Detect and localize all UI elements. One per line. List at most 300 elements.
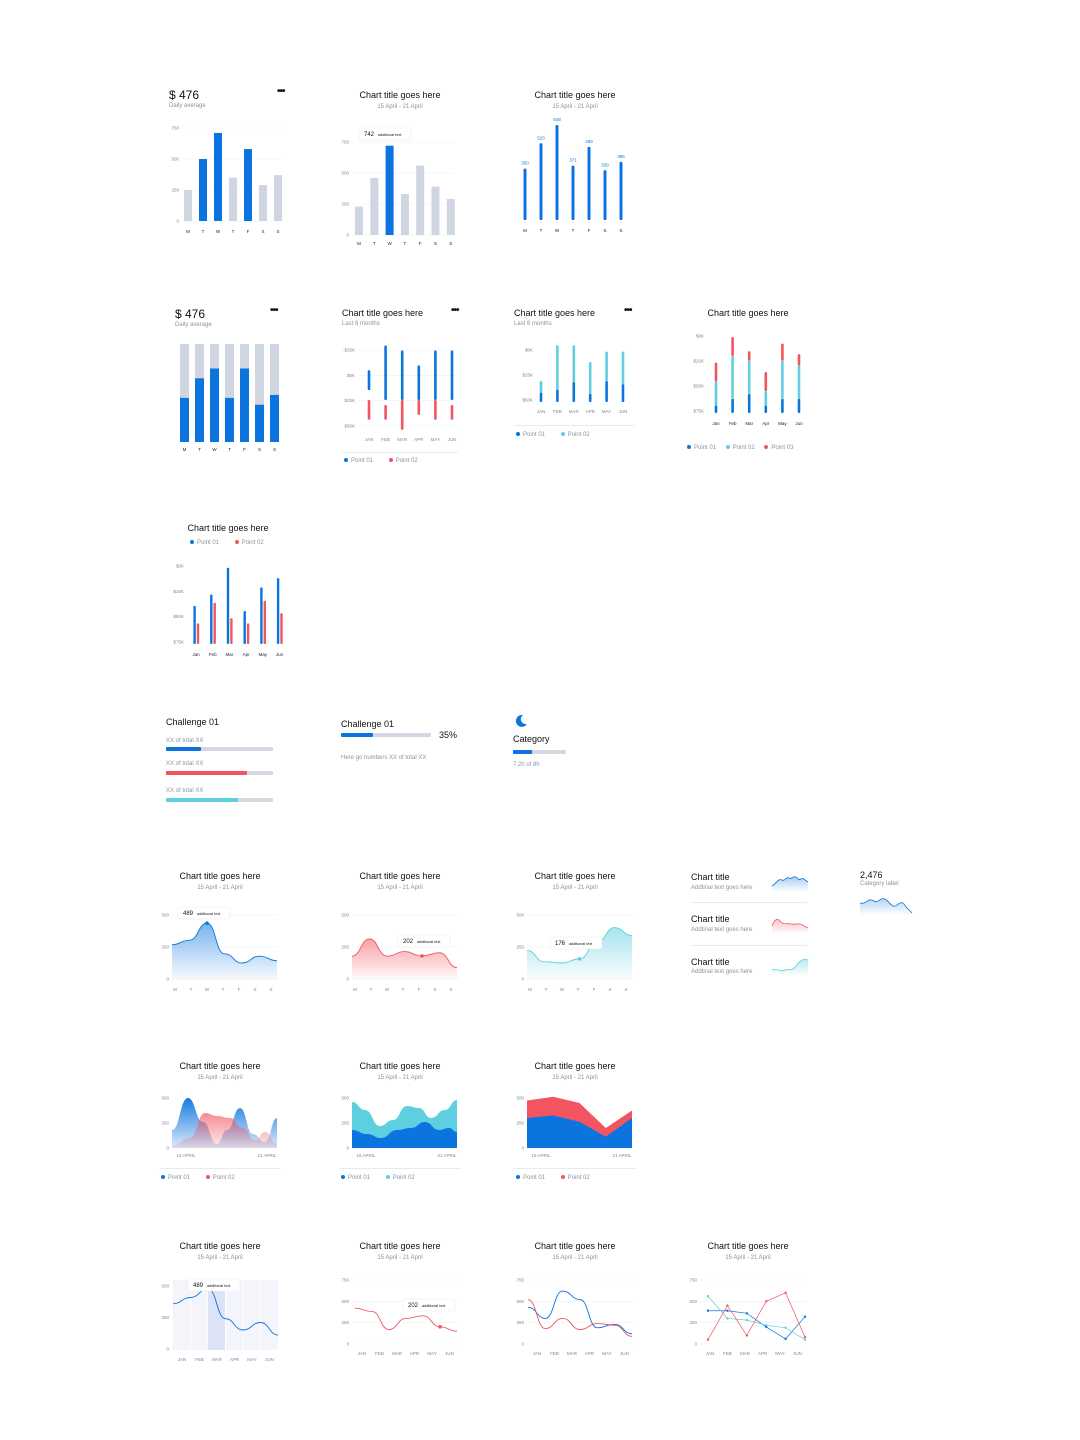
area-chart-blue <box>155 868 285 998</box>
bar-point-01 <box>434 351 437 401</box>
data-label: 648 <box>553 116 561 122</box>
x-tick-label: JAN <box>177 1357 187 1362</box>
stacked-bar-card-three <box>683 305 813 460</box>
bar-point-01 <box>540 393 543 402</box>
bar-point-01 <box>451 351 454 401</box>
bar-point-01 <box>401 351 404 401</box>
bar-point-01 <box>227 568 229 644</box>
area-chart-card-blue <box>155 868 285 998</box>
data-label: 339 <box>601 162 609 168</box>
bar-point-02 <box>280 613 282 644</box>
legend-item-point-01 <box>516 1175 545 1181</box>
y-tick-label: 250 <box>516 1120 524 1126</box>
x-tick-label: JAN <box>357 1351 367 1356</box>
divider <box>159 1168 281 1169</box>
x-tick-label: MAY <box>427 1351 437 1356</box>
legend-dot-blue <box>516 1175 520 1179</box>
bar <box>184 190 192 221</box>
mini-chart-list <box>688 868 813 983</box>
y-tick-label: 250 <box>161 944 169 950</box>
bar-point-01 <box>589 394 592 402</box>
line-chart-blue <box>155 1238 285 1368</box>
stacked-bar-chart-teal <box>510 305 640 425</box>
bar <box>386 146 394 235</box>
y-tick-label: 0 <box>521 976 524 982</box>
bar-value <box>270 395 279 442</box>
tooltip-text: additional text <box>207 1284 231 1288</box>
category-sleep-card <box>512 713 582 773</box>
x-tick-label: JUN <box>265 1357 274 1362</box>
line-point <box>746 1312 748 1314</box>
y-tick-label: 500 <box>341 1095 349 1101</box>
highlight-point <box>420 954 424 958</box>
progress-fill <box>166 771 247 775</box>
bar-point-01 <box>556 389 559 402</box>
legend-dot-teal <box>386 1175 390 1179</box>
bar-value <box>210 369 219 443</box>
legend-label: Point 02 <box>241 540 264 546</box>
bar-point-02 <box>247 623 249 644</box>
bar-value <box>180 398 189 442</box>
x-tick-label: APR <box>414 437 424 442</box>
area-chart-stacked-red <box>510 1058 640 1168</box>
tooltip-value: 202 <box>403 939 414 946</box>
chart-legend <box>341 1175 429 1181</box>
legend-dot-red <box>764 445 768 449</box>
line-chart-red <box>335 1238 465 1368</box>
moon-icon <box>514 714 528 728</box>
bar-point-03 <box>798 354 801 365</box>
bar-point-01 <box>260 587 262 644</box>
bar-chart-card-labels <box>510 85 640 245</box>
progress-percent: 35% <box>439 730 458 740</box>
chart-subtitle: 15 April - 21 April <box>377 104 423 110</box>
bar-point-01 <box>605 381 608 402</box>
bar-point-01 <box>765 405 768 413</box>
divider <box>514 425 634 426</box>
bar <box>214 133 222 221</box>
progress-note: Here go numbers XX of total XX <box>341 755 427 761</box>
chart-legend <box>687 445 793 451</box>
chart-title: Chart title goes here <box>359 90 441 100</box>
more-menu-icon[interactable]: ••• <box>277 86 285 97</box>
x-tick-label: MAY <box>601 409 612 414</box>
stacked-bar-card-teal <box>510 305 640 445</box>
legend-label: Point 02 <box>395 458 418 464</box>
x-tick-label: May <box>258 652 268 657</box>
x-tick-label: T <box>401 987 405 992</box>
x-tick-label: T <box>201 229 205 234</box>
line-point <box>746 1334 748 1336</box>
chart-title: Chart title goes here <box>359 1241 441 1251</box>
area-chart-stacked-teal <box>335 1058 465 1168</box>
bar-value <box>195 378 204 442</box>
x-tick-label: M <box>353 987 357 992</box>
bar-value <box>225 398 234 442</box>
y-tick-label: 500 <box>161 912 169 918</box>
tooltip-text: additional text <box>378 133 402 137</box>
y-tick-label: $25K <box>344 398 355 404</box>
x-tick-label: FEB <box>723 1351 732 1356</box>
area-chart-teal <box>510 868 640 998</box>
bar <box>416 166 424 235</box>
line-point <box>765 1300 767 1302</box>
x-tick-label: S <box>257 447 262 452</box>
area-stacked-card-teal <box>335 1058 465 1188</box>
line-point <box>726 1310 728 1312</box>
x-tick-label: W <box>559 987 565 992</box>
y-tick-label: 0 <box>521 1341 524 1347</box>
area-stacked-card-red <box>510 1058 640 1188</box>
y-tick-label: 500 <box>516 1298 524 1304</box>
bar-point-02 <box>264 601 266 644</box>
y-tick-label: 0 <box>176 218 179 224</box>
area-overlap-card <box>155 1058 285 1188</box>
x-tick-label: APR <box>757 1351 768 1356</box>
chart-subtitle: 15 April - 21 April <box>197 885 243 891</box>
bar-point-02 <box>197 623 199 644</box>
bar-point-01 <box>573 382 576 402</box>
x-tick-label: JUN <box>620 1351 629 1356</box>
bar <box>355 206 363 235</box>
bar-value <box>240 369 249 443</box>
area-fill <box>172 923 277 979</box>
tooltip-value: 202 <box>408 1303 419 1310</box>
x-tick-label: APR <box>584 1351 595 1356</box>
bar <box>199 159 207 221</box>
legend-item-point-01 <box>516 432 545 438</box>
bar-point-02 <box>540 381 543 393</box>
x-tick-label: MAY <box>247 1357 257 1362</box>
divider <box>691 902 807 903</box>
bar-point-02 <box>622 352 625 385</box>
tooltip-text: additional text <box>569 942 593 946</box>
progress-bar-3 <box>166 798 273 802</box>
y-tick-label: 500 <box>516 1095 524 1101</box>
y-tick-label: 250 <box>516 944 524 950</box>
sparkline-red <box>772 914 808 934</box>
chart-title: Chart title goes here <box>179 1061 261 1071</box>
chart-title: Chart title goes here <box>179 1241 261 1251</box>
x-tick-label: MAR <box>212 1357 222 1362</box>
line-point <box>804 1315 806 1317</box>
legend-item-point-02 <box>561 432 590 438</box>
chart-legend <box>161 1175 249 1181</box>
more-menu-icon[interactable]: ••• <box>451 305 459 316</box>
x-tick-label: FEB <box>553 409 562 414</box>
y-tick-label: 500 <box>689 1298 697 1304</box>
stat-value: 2,476 <box>860 870 883 880</box>
tooltip-value: 489 <box>193 1283 204 1290</box>
bar-point-03 <box>765 372 768 391</box>
legend-item-point-01 <box>161 1175 190 1181</box>
chart-legend <box>344 458 432 464</box>
bar-point-01 <box>244 611 246 644</box>
y-tick-label: 0 <box>346 1341 349 1347</box>
x-tick-label: T <box>571 228 575 233</box>
y-tick-label: 0 <box>521 1145 524 1151</box>
x-tick-label: Apr <box>242 652 250 657</box>
chart-title: Chart title goes here <box>534 1241 616 1251</box>
x-tick-label: S <box>449 241 453 246</box>
chart-title: Chart title goes here <box>534 1061 616 1071</box>
chart-title: Chart title goes here <box>359 871 441 881</box>
chart-title: Chart title goes here <box>534 90 616 100</box>
y-tick-label: $0K <box>346 372 355 378</box>
y-tick-label: $75K <box>173 639 184 645</box>
x-tick-label: Feb <box>208 652 217 657</box>
challenge-percent-card <box>340 717 465 767</box>
chart-subtitle: 15 April - 21 April <box>552 1255 598 1261</box>
bar-point-01 <box>368 370 371 390</box>
x-tick-label: S <box>603 228 607 233</box>
legend-label: Point 01 <box>523 1175 546 1181</box>
x-tick-label: T <box>231 229 235 234</box>
line-chart-card-blue <box>155 1238 285 1368</box>
bar <box>604 170 607 220</box>
x-tick-label: JUN <box>447 437 457 442</box>
bar-point-01 <box>384 346 387 400</box>
daily-average-value: $ 476 <box>169 88 200 102</box>
x-tick-label: JAN <box>536 409 546 414</box>
bar-point-02 <box>715 382 718 406</box>
bar-point-03 <box>781 344 784 361</box>
x-tick-label: S <box>253 987 257 992</box>
bar <box>588 147 591 220</box>
x-tick-label: S <box>269 987 273 992</box>
tooltip-text: additional text <box>417 940 441 944</box>
area-fill <box>527 928 632 979</box>
y-tick-label: 500 <box>161 1283 169 1289</box>
chart-title: Chart title goes here <box>179 871 261 881</box>
y-tick-label: 750 <box>171 125 179 131</box>
bar <box>432 187 440 235</box>
line-series-1 <box>528 1291 632 1334</box>
legend-item-point-02 <box>206 1175 235 1181</box>
legend-item-point-01 <box>344 458 373 464</box>
legend-label: Point 02 <box>212 1175 235 1181</box>
daily-average-value: $ 476 <box>175 307 206 321</box>
y-tick-label: 500 <box>341 1298 349 1304</box>
progress-bar-2 <box>166 771 273 775</box>
x-tick-label: T <box>372 241 376 246</box>
category-stat-card <box>858 868 918 923</box>
grouped-bar-chart <box>165 520 295 665</box>
chart-subtitle: 15 April - 21 April <box>377 885 423 891</box>
x-tick-label: S <box>433 241 438 246</box>
line-point <box>784 1292 786 1294</box>
line-series-3 <box>708 1293 805 1340</box>
y-tick-label: 750 <box>341 139 349 145</box>
daily-average-label: Daily average <box>175 322 212 328</box>
x-tick-label: S <box>449 987 453 992</box>
x-tick-label: S <box>272 447 277 452</box>
legend-dot-teal <box>561 432 565 436</box>
bar <box>401 194 409 235</box>
legend-label: Point 01 <box>197 540 220 546</box>
x-tick-label: Jun <box>275 652 284 657</box>
progress-fill <box>166 747 201 751</box>
x-tick-label: Mar <box>745 421 754 426</box>
tooltip-value: 742 <box>364 132 375 139</box>
x-tick-label: 15 APRIL <box>356 1153 376 1158</box>
data-label: 350 <box>521 160 529 166</box>
line-point <box>707 1310 709 1312</box>
bar-point-02 <box>384 405 387 420</box>
chart-legend <box>516 1175 604 1181</box>
stacked-bar-chart-daily <box>170 305 290 465</box>
area-chart-overlap <box>155 1058 285 1168</box>
more-menu-icon[interactable]: ••• <box>270 305 278 316</box>
bar-point-02 <box>781 361 784 399</box>
data-label: 499 <box>585 138 593 144</box>
bar-chart-card-tooltip <box>335 85 465 250</box>
more-menu-icon[interactable]: ••• <box>624 305 632 316</box>
chart-title: Chart title goes here <box>359 1061 441 1071</box>
progress-fill <box>166 798 238 802</box>
y-tick-label: 0 <box>166 976 169 982</box>
progress-fill <box>513 750 532 754</box>
x-tick-label: T <box>198 447 201 452</box>
chart-subtitle: 15 April - 21 April <box>725 1255 771 1261</box>
grouped-bar-card <box>165 520 295 665</box>
bar-point-02 <box>230 618 232 644</box>
bar <box>274 175 282 221</box>
x-tick-label: JUN <box>618 409 628 414</box>
line-chart-card-triple <box>683 1238 813 1368</box>
x-tick-label: FEB <box>375 1351 384 1356</box>
x-tick-label: T <box>403 241 407 246</box>
x-tick-label: T <box>221 987 225 992</box>
bar-value <box>255 405 264 442</box>
highlight-point <box>438 1325 442 1329</box>
y-tick-label: 250 <box>161 1315 169 1320</box>
line-series-1 <box>708 1311 805 1339</box>
highlight-point <box>205 921 209 925</box>
line-point <box>746 1319 748 1321</box>
y-tick-label: 250 <box>689 1320 697 1326</box>
mini-text-2: Addtinal text goes here <box>691 927 753 933</box>
line-point <box>804 1339 806 1341</box>
legend-item-point-02 <box>561 1175 590 1181</box>
sparkline-blue <box>772 872 808 892</box>
y-tick-label: 0 <box>346 232 349 238</box>
tooltip-text: additional text <box>197 912 221 916</box>
y-tick-label: 500 <box>516 912 524 918</box>
bar <box>572 166 575 220</box>
bar-chart-weekly <box>335 85 465 250</box>
chart-subtitle: Last 6 months <box>514 321 552 327</box>
x-tick-label: M <box>173 987 177 992</box>
bar-point-01 <box>748 394 751 413</box>
y-tick-label: $50K <box>522 397 533 403</box>
legend-item-point-02 <box>389 458 418 464</box>
area-chart-card-teal <box>510 868 640 998</box>
y-tick-label: 0 <box>346 976 349 982</box>
x-tick-label: Apr <box>762 421 770 426</box>
line-chart-dual <box>510 1238 640 1368</box>
legend-label: Point 02 <box>732 445 755 451</box>
x-tick-label: S <box>276 229 280 234</box>
bar-chart-daily <box>165 85 290 240</box>
x-tick-label: 21 APRIL <box>437 1153 457 1158</box>
bar <box>229 178 237 221</box>
bar-point-03 <box>715 363 718 382</box>
daily-average-card-1 <box>165 85 290 240</box>
bar-point-02 <box>368 400 371 420</box>
x-tick-label: JAN <box>532 1351 542 1356</box>
line-point <box>765 1324 767 1326</box>
bar <box>447 199 455 235</box>
x-tick-label: W <box>212 447 217 452</box>
y-tick-label: $50K <box>173 614 184 620</box>
y-tick-label: 500 <box>341 912 349 918</box>
bar-point-01 <box>731 399 734 413</box>
bar-point-02 <box>765 391 768 405</box>
legend-dot-red <box>561 1175 565 1179</box>
x-tick-label: APR <box>409 1351 420 1356</box>
legend-dot-blue <box>687 445 691 449</box>
diverging-bar-chart <box>338 305 468 455</box>
sparkline-teal <box>772 956 808 976</box>
y-tick-label: 750 <box>341 1277 349 1283</box>
bar <box>370 178 378 235</box>
x-tick-label: JAN <box>364 437 374 442</box>
x-tick-label: MAY <box>602 1351 612 1356</box>
line-chart-card-dual <box>510 1238 640 1368</box>
y-tick-label: $50K <box>344 423 355 429</box>
y-tick-label: 500 <box>341 170 349 176</box>
x-tick-label: Feb <box>728 421 737 426</box>
chart-legend <box>516 432 604 438</box>
challenge-title: Challenge 01 <box>166 717 220 727</box>
bar-point-02 <box>434 400 437 420</box>
bar-point-01 <box>193 606 195 644</box>
bar-point-01 <box>798 399 801 413</box>
x-tick-label: MAR <box>397 437 408 442</box>
x-tick-label: W <box>204 987 210 992</box>
y-tick-label: 750 <box>516 1277 524 1283</box>
progress-label-1: XX of total XX <box>166 738 204 744</box>
bar-point-02 <box>418 400 421 415</box>
x-tick-label: Jan <box>192 652 200 657</box>
chart-subtitle: 15 April - 21 April <box>197 1075 243 1081</box>
y-tick-label: $50K <box>693 383 704 389</box>
x-tick-label: T <box>539 228 543 233</box>
line-point <box>726 1304 728 1306</box>
y-tick-label: 500 <box>171 156 179 162</box>
x-tick-label: T <box>228 447 231 452</box>
bar-point-02 <box>556 345 559 389</box>
mini-title-1: Chart title <box>691 872 730 882</box>
line-point <box>784 1327 786 1329</box>
bar <box>524 169 527 220</box>
mini-title-2: Chart title <box>691 914 730 924</box>
bar <box>259 185 267 221</box>
bar-point-02 <box>748 361 751 394</box>
x-tick-label: F <box>237 987 241 992</box>
y-tick-label: $75K <box>693 408 704 414</box>
legend-label: Point 01 <box>523 432 546 438</box>
progress-bar <box>513 750 566 754</box>
mini-text-3: Addtinal text goes here <box>691 969 753 975</box>
x-tick-label: MAR <box>740 1351 750 1356</box>
legend-label: Point 01 <box>351 458 374 464</box>
y-tick-label: 250 <box>161 1120 169 1126</box>
line-point <box>726 1317 728 1319</box>
stacked-bar-chart-three-series <box>683 305 813 440</box>
x-tick-label: MAY <box>775 1351 785 1356</box>
